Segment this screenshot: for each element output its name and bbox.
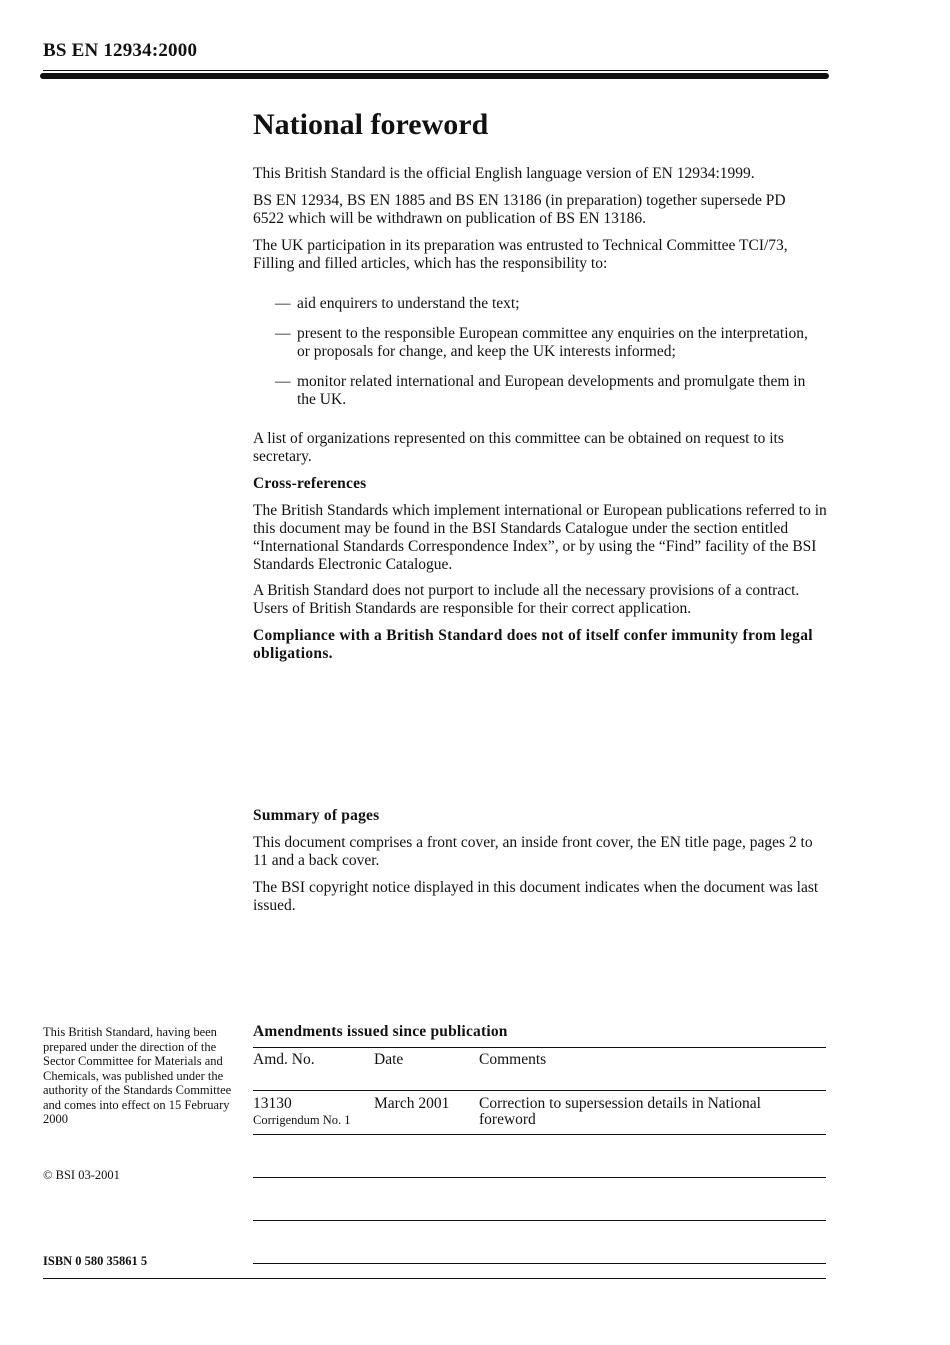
header-rule-thick xyxy=(40,73,829,79)
list-dash: — xyxy=(275,373,291,390)
intro-paragraph-1: This British Standard is the official English language version of EN 12934:1999. xyxy=(253,165,755,182)
amendments-heading: Amendments issued since publication xyxy=(253,1023,508,1040)
summary-heading: Summary of pages xyxy=(253,807,380,824)
amendments-row-rule xyxy=(253,1220,826,1221)
summary-paragraph-1: This document comprises a front cover, an inside front cover, the EN title page, pages 2 to 11 and a back cover. xyxy=(253,834,813,869)
amendments-rule-top xyxy=(253,1047,826,1048)
publication-statement: This British Standard, having been prepared under the direction of the Sector Committee for Materials and Chemicals, was published under the authority of the Standards Committee and comes into effect on 15 February 2000 xyxy=(43,1025,232,1126)
compliance-statement: Compliance with a British Standard does not of itself confer immunity from legal obligations. xyxy=(253,627,813,662)
amendment-date: March 2001 xyxy=(374,1095,450,1112)
page-bottom-rule xyxy=(43,1278,826,1279)
amendment-comments: Correction to supersession details in National foreword xyxy=(479,1095,761,1128)
isbn: ISBN 0 580 35861 5 xyxy=(43,1254,148,1268)
responsibility-item xyxy=(275,295,815,313)
responsibility-text: aid enquirers to understand the text; xyxy=(297,295,520,312)
column-header-amd-no: Amd. No. xyxy=(253,1051,315,1068)
column-header-comments: Comments xyxy=(479,1051,547,1068)
intro-paragraph-3: The UK participation in its preparation was entrusted to Technical Committee TCI/73, Filling and filled articles, which has the responsibility to: xyxy=(253,237,788,272)
responsibility-text: present to the responsible European committee any enquiries on the interpretation, or proposals for change, and keep the UK interests informed; xyxy=(297,325,808,360)
header-rule-thin xyxy=(43,70,828,71)
page-title: National foreword xyxy=(253,108,489,141)
list-dash: — xyxy=(275,325,291,342)
column-header-date: Date xyxy=(374,1051,404,1068)
responsibility-item xyxy=(275,325,815,361)
list-dash: — xyxy=(275,295,291,312)
responsibility-item xyxy=(275,373,815,409)
provisions-paragraph: A British Standard does not purport to include all the necessary provisions of a contract. Users of British Standards are responsible for their correct application. xyxy=(253,582,800,617)
intro-paragraph-2: BS EN 12934, BS EN 1885 and BS EN 13186 (in preparation) together supersede PD 6522 which will be withdrawn on publication of BS EN 13186. xyxy=(253,192,786,227)
amendment-number: 13130 xyxy=(253,1095,292,1112)
amendments-row-rule xyxy=(253,1263,826,1264)
copyright-notice: © BSI 03-2001 xyxy=(43,1168,120,1182)
amendments-row-rule xyxy=(253,1177,826,1178)
amendments-row-rule xyxy=(253,1134,826,1135)
cross-references-paragraph: The British Standards which implement international or European publications referred to in this document may be found in the BSI Standards Catalogue under the section entitled “International Standards Correspondence Index”, or by using the “Find” facility of the BSI Standards Electronic Catalogue. xyxy=(253,502,827,573)
responsibility-text: monitor related international and European developments and promulgate them in the UK. xyxy=(297,373,806,408)
summary-paragraph-2: The BSI copyright notice displayed in this document indicates when the document was last issued. xyxy=(253,879,819,914)
amendment-note: Corrigendum No. 1 xyxy=(253,1113,351,1127)
committee-list-paragraph: A list of organizations represented on this committee can be obtained on request to its secretary. xyxy=(253,430,784,465)
amendments-rule-header xyxy=(253,1090,826,1091)
document-id: BS EN 12934:2000 xyxy=(43,40,198,61)
cross-references-heading: Cross-references xyxy=(253,475,367,492)
